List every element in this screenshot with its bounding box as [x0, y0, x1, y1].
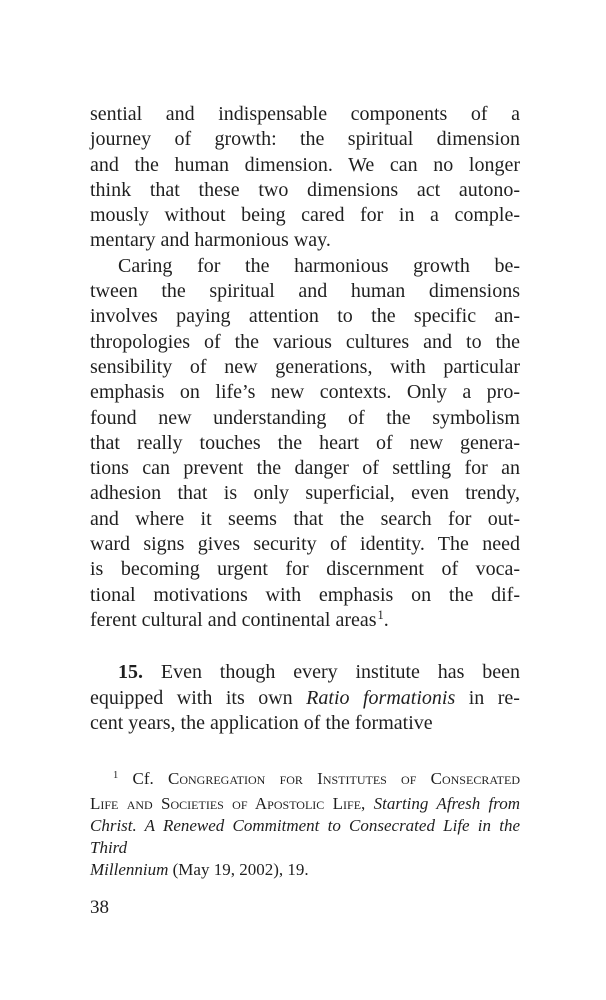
- text-line: [90, 456, 520, 481]
- text-segment: ward signs gives security of identity. The need: [90, 533, 520, 556]
- text-line: [90, 859, 520, 881]
- text-segment-sc: Life and Societies of Apostolic Life: [90, 794, 362, 814]
- text-segment: and where it seems that the search for out-: [90, 507, 520, 530]
- text-line: [90, 406, 520, 431]
- text-segment-i: Christ. A Renewed Commitment to Consecrated Life in the Third: [90, 816, 520, 858]
- text-segment: Cf.: [118, 769, 168, 789]
- text-segment: tween the spiritual and human dimensions: [90, 280, 520, 303]
- text-segment: tions can prevent the danger of settling for an: [90, 457, 520, 480]
- text-segment: is becoming urgent for discernment of voca-: [90, 558, 520, 581]
- footnote: [90, 768, 520, 881]
- text-segment: emphasis on life’s new contexts. Only a pro-: [90, 381, 520, 404]
- text-line: [90, 481, 520, 506]
- text-segment-i: Millennium: [90, 860, 169, 880]
- text-segment: in re-: [455, 686, 520, 709]
- text-segment: journey of growth: the spiritual dimension: [90, 128, 520, 151]
- text-segment-b: 15.: [118, 661, 143, 684]
- text-line: [90, 178, 520, 203]
- text-segment: Even though every institute has been: [143, 661, 520, 684]
- text-line: [90, 102, 520, 127]
- text-segment: mentary and harmonious way.: [90, 229, 331, 252]
- text-line: [90, 380, 520, 405]
- text-segment: ferent cultural and continental areas: [90, 608, 377, 631]
- text-segment: (May 19, 2002), 19.: [168, 860, 309, 880]
- text-line: [90, 304, 520, 329]
- text-segment: involves paying attention to the specific an-: [90, 305, 520, 328]
- text-segment: .: [383, 608, 389, 631]
- text-segment: sential and indispensable components of a: [90, 103, 520, 125]
- text-line: [90, 254, 520, 279]
- text-segment: think that these two dimensions act autono-: [90, 178, 520, 201]
- page-number: 38: [90, 897, 109, 919]
- text-segment: ,: [361, 794, 374, 814]
- text-line: [90, 768, 520, 793]
- text-segment-i: Ratio formationis: [306, 686, 456, 709]
- text-line: [90, 557, 520, 582]
- text-line: [90, 228, 520, 253]
- text-segment: sensibility of new generations, with particular: [90, 355, 520, 378]
- text-line: [90, 507, 520, 532]
- text-segment: Caring for the harmonious growth be-: [118, 254, 520, 277]
- text-line: [90, 793, 520, 815]
- text-line: [90, 686, 520, 711]
- text-line: [90, 608, 520, 635]
- text-line: [90, 815, 520, 859]
- text-line: [90, 330, 520, 355]
- text-segment: found new understanding of the symbolism: [90, 406, 520, 429]
- text-segment: cent years, the application of the formative: [90, 711, 433, 734]
- text-line: [90, 660, 520, 685]
- text-line: [90, 711, 520, 736]
- text-segment: that really touches the heart of new genera-: [90, 431, 520, 454]
- text-segment: and the human dimension. We can no longer: [90, 153, 520, 176]
- text-segment-sup: 1: [377, 608, 384, 623]
- text-segment: adhesion that is only superficial, even trendy,: [90, 482, 520, 505]
- text-segment: mously without being cared for in a comple-: [90, 204, 520, 227]
- text-segment: equipped with its own: [90, 686, 307, 709]
- text-line: [90, 153, 520, 178]
- body-paragraph: [90, 102, 520, 254]
- text-line: [90, 279, 520, 304]
- text-line: [90, 127, 520, 152]
- text-line: [90, 203, 520, 228]
- text-line: [90, 355, 520, 380]
- page-body-text: [90, 102, 520, 736]
- text-segment-sc: Congregation for Institutes of Consecrated: [168, 769, 520, 789]
- text-segment-sup: 1: [113, 770, 119, 782]
- text-segment: tional motivations with emphasis on the dif-: [90, 583, 520, 606]
- text-segment-i: Starting Afresh from: [373, 794, 521, 814]
- body-paragraph: [90, 660, 520, 736]
- text-line: [90, 583, 520, 608]
- text-line: [90, 532, 520, 557]
- text-line: [90, 431, 520, 456]
- text-segment: thropologies of the various cultures and to the: [90, 330, 520, 353]
- body-paragraph: [90, 254, 520, 635]
